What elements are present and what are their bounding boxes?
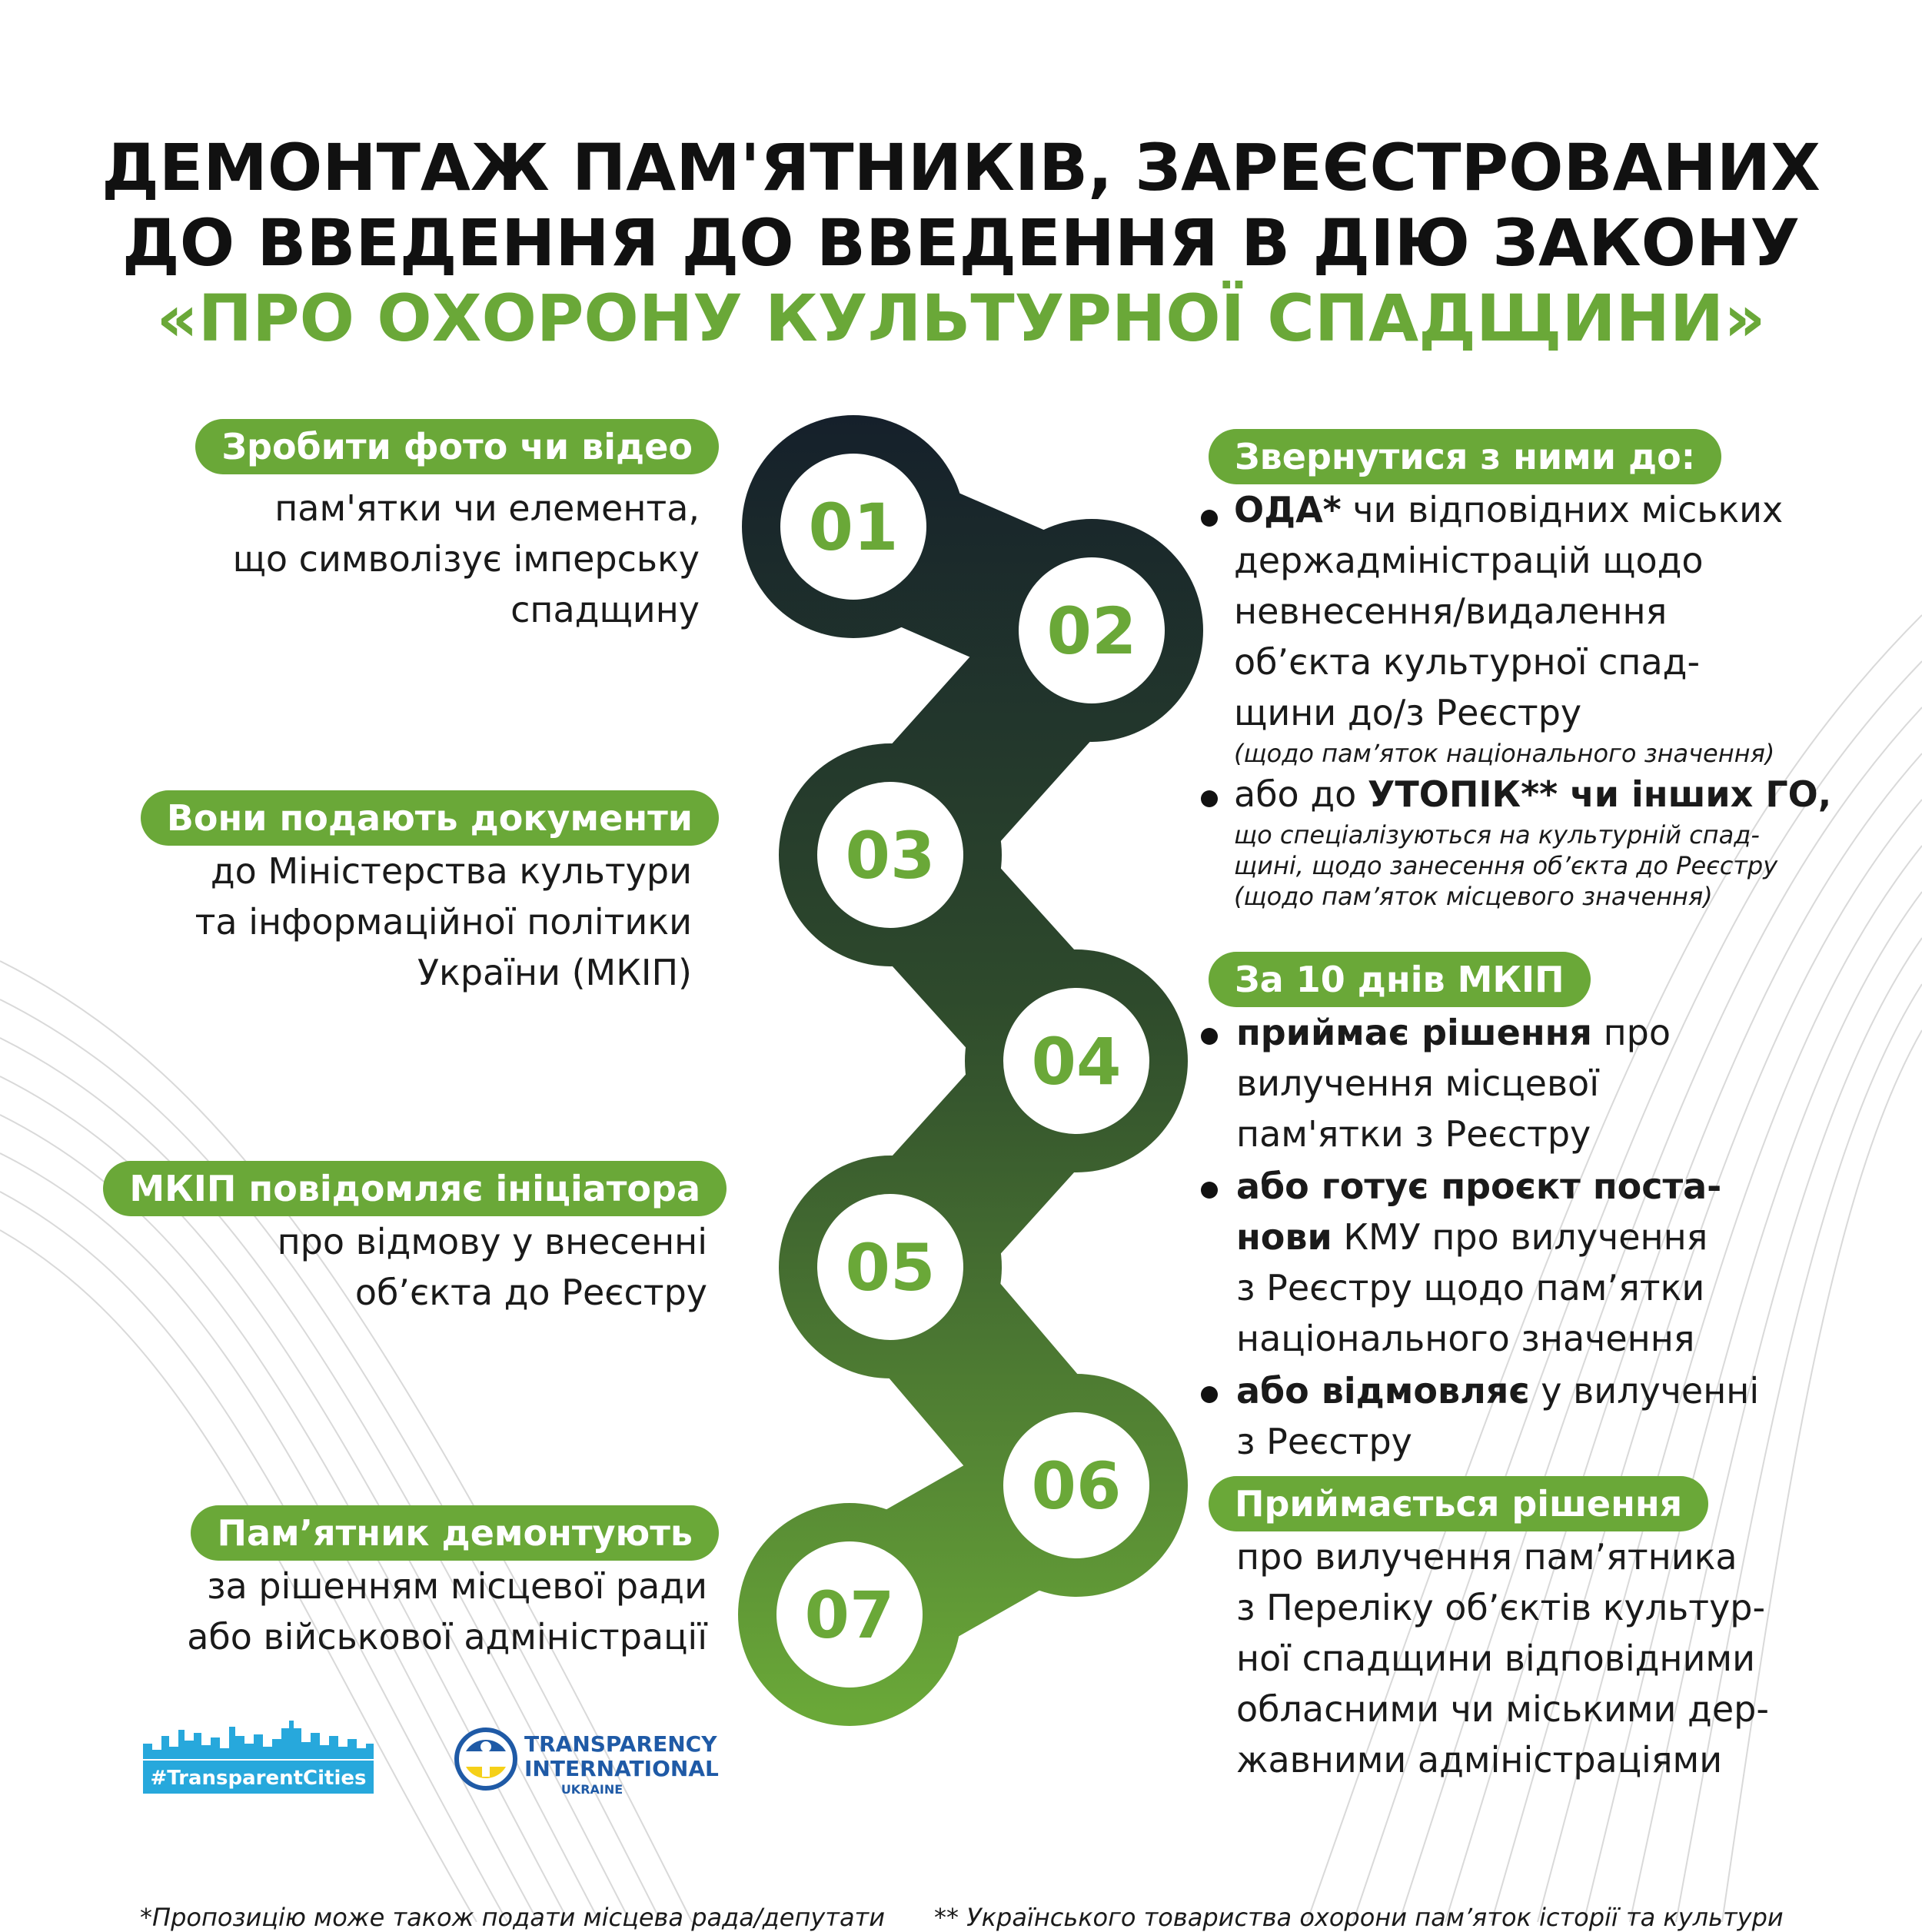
step-4-bullet-2	[1236, 1161, 1721, 1364]
transparent-cities-logo	[143, 1713, 374, 1794]
step-1-label: Зробити фото чи відео	[195, 419, 719, 474]
step-1-line: що символізує імперську	[232, 538, 700, 580]
step-7-label: Пам’ятник демонтують	[191, 1505, 719, 1561]
bullet	[1201, 1386, 1218, 1403]
bullet-line: об’єкта культурної спад-	[1234, 641, 1701, 683]
step-4-bullet-3	[1236, 1365, 1759, 1467]
step-2-label: Звернутися з ними до:	[1209, 429, 1721, 484]
step-number-5: 05	[845, 1230, 936, 1305]
bullet-bold: приймає рішення	[1236, 1012, 1592, 1053]
title-line-3: «ПРО ОХОРОНУ КУЛЬТУРНОЇ СПАДЩИНИ»	[156, 281, 1766, 356]
oda-bold: ОДА*	[1234, 489, 1342, 530]
step-6-label: Приймається рішення	[1209, 1476, 1708, 1531]
step-4-bullet-1	[1236, 1007, 1671, 1159]
bullet-text: у вилученні	[1529, 1370, 1760, 1412]
bullet-note: щині, щодо занесення об’єкта до Реєстру	[1234, 851, 1778, 880]
step-6-line: ної спадщини відповідними	[1236, 1638, 1755, 1679]
step-6-line: обласними чи міськими дер-	[1236, 1688, 1769, 1730]
bullet-line: невнесення/видалення	[1234, 590, 1668, 632]
bullet-text: чи відповідних міських	[1341, 489, 1784, 530]
bullet	[1201, 510, 1218, 527]
step-6-line: з Переліку об’єктів культур-	[1236, 1587, 1766, 1628]
step-number-7: 07	[804, 1578, 895, 1653]
bullet-note: що спеціалізуються на культурній спад-	[1234, 820, 1760, 850]
bullet	[1201, 790, 1218, 807]
step-3-label: Вони подають документи	[141, 790, 719, 846]
step-1-text	[233, 483, 700, 635]
bullet-line: держадміністрацій щодо	[1234, 540, 1704, 581]
step-number-2: 02	[1046, 594, 1137, 669]
step-6-line: жавними адміністраціями	[1236, 1739, 1723, 1781]
ti-line-1: TRANSPARENCY	[524, 1731, 717, 1757]
step-5-line: об’єкта до Реєстру	[354, 1272, 707, 1313]
footnote-2: ** Українського товариства охорони пам’яток історії та культури	[934, 1903, 1784, 1932]
step-2-bullet-2	[1234, 769, 1831, 912]
bullet-note: (щодо пам’яток місцевого значення)	[1234, 882, 1713, 911]
step-5-label: МКІП повідомляє ініціатора	[103, 1161, 727, 1216]
transparent-cities-text: #TransparentCities	[150, 1767, 367, 1790]
step-7-text	[187, 1561, 707, 1662]
step-3-line: України (МКІП)	[417, 952, 692, 993]
footnote-1: *Пропозицію може також подати місцева рада/депутати	[140, 1903, 885, 1932]
bullet-line: з Реєстру щодо пам’ятки	[1236, 1267, 1705, 1309]
bullet-bold: нови	[1236, 1216, 1332, 1258]
step-number-6: 06	[1031, 1448, 1122, 1524]
utopik-bold: УТОПІК** чи інших ГО,	[1367, 773, 1832, 815]
bullet	[1201, 1028, 1218, 1045]
step-number-3: 03	[845, 818, 936, 893]
step-number-4: 04	[1031, 1024, 1122, 1099]
step-2-bullet-1	[1234, 484, 1783, 769]
title-line-1: ДЕМОНТАЖ ПАМ'ЯТНИКІВ, ЗАРЕЄСТРОВАНИХ	[101, 130, 1821, 205]
bullet-line: щини до/з Реєстру	[1234, 692, 1582, 733]
bullet-bold: або відмовляє	[1236, 1370, 1530, 1412]
ti-line-2: INTERNATIONAL	[524, 1756, 719, 1781]
bullet-text: КМУ про вилучення	[1332, 1216, 1708, 1258]
step-number-1: 01	[808, 490, 899, 565]
step-3-line: та інформаційної політики	[195, 901, 692, 943]
step-7-line: або військової адміністрації	[187, 1616, 707, 1658]
ti-line-3: UKRAINE	[560, 1782, 623, 1797]
bullet-note: (щодо пам’яток національного значення)	[1234, 739, 1775, 768]
step-5-line: про відмову у внесенні	[277, 1221, 707, 1262]
step-3-text	[195, 846, 692, 998]
transparency-international-logo	[454, 1721, 730, 1805]
bullet-text: або до	[1234, 773, 1368, 815]
bullet-line: з Реєстру	[1236, 1421, 1412, 1462]
bullet-bold: або готує проєкт поста-	[1236, 1166, 1722, 1207]
step-1-line: спадщину	[510, 589, 700, 630]
bullet-text: про	[1591, 1012, 1671, 1053]
bullet-line: вилучення місцевої	[1236, 1062, 1599, 1104]
bullet-line: національного значення	[1236, 1318, 1695, 1359]
bullet	[1201, 1182, 1218, 1199]
title-line-2: ДО ВВЕДЕННЯ ДО ВВЕДЕННЯ В ДІЮ ЗАКОНУ	[121, 205, 1801, 281]
step-1-line: пам'ятки чи елемента,	[274, 487, 700, 529]
step-6-line: про вилучення пам’ятника	[1236, 1536, 1737, 1578]
bullet-line: пам'ятки з Реєстру	[1236, 1113, 1591, 1155]
step-3-line: до Міністерства культури	[210, 850, 692, 892]
step-7-line: за рішенням місцевої ради	[207, 1565, 707, 1607]
step-4-label: За 10 днів МКІП	[1209, 952, 1591, 1007]
step-6-text	[1236, 1531, 1769, 1785]
step-5-text	[278, 1216, 707, 1318]
